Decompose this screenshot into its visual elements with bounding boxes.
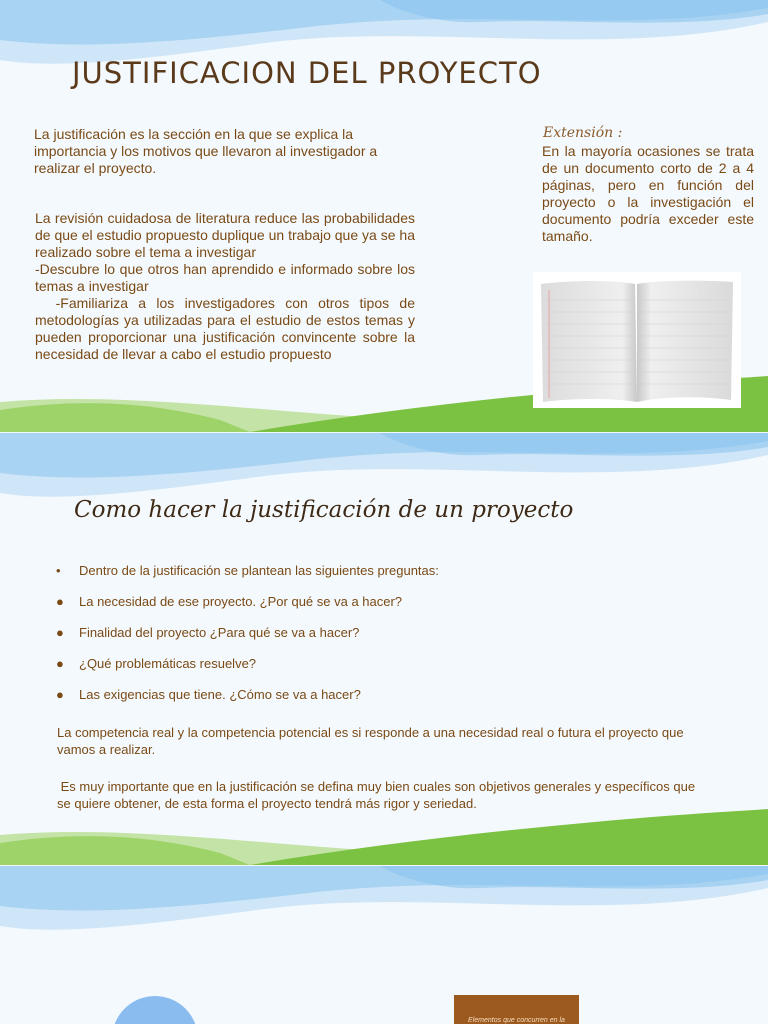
elementos-box-text: Elementos que concurren en la xyxy=(468,1017,565,1024)
bullet-icon: ● xyxy=(56,625,64,640)
slide-title: JUSTIFICACION DEL PROYECTO xyxy=(72,56,542,90)
notebook-icon xyxy=(533,272,741,408)
sky-wave-decoration xyxy=(0,866,768,1024)
list-item-text: Dentro de la justificación se plantean las siguientes preguntas: xyxy=(79,563,439,578)
intro-paragraph: La justificación es la sección en la que se explica la importancia y los motivos que llevaron al investigador a realizar el proyecto. xyxy=(34,126,378,176)
review-text-2: -Descubre lo que otros han aprendido e informado sobre los temas a investigar xyxy=(35,261,415,294)
elementos-box xyxy=(454,995,579,1024)
list-item xyxy=(56,624,439,655)
review-text-3: -Familiariza a los investigadores con otros tipos de metodologías ya utilizadas para el estudio de estos temas y pueden proporcionar una justificación convincente sobre la necesidad de llevar a cabo el estudio propuesto xyxy=(35,295,415,362)
open-notebook-image xyxy=(533,272,741,408)
list-item xyxy=(56,562,439,593)
questions-list xyxy=(56,562,439,717)
bullet-icon: • xyxy=(56,563,61,578)
list-item xyxy=(56,655,439,686)
slide-title: Como hacer la justificación de un proyecto xyxy=(74,497,574,523)
list-item-text: La necesidad de ese proyecto. ¿Por qué se va a hacer? xyxy=(79,594,403,609)
competencia-paragraph: La competencia real y la competencia potencial es si responde a una necesidad real o futura el proyecto que vamos a realizar. xyxy=(57,725,684,757)
review-paragraph xyxy=(35,210,415,363)
bullet-icon: ● xyxy=(56,687,64,702)
slide-como-hacer xyxy=(0,433,768,865)
bullet-icon: ● xyxy=(56,656,64,671)
slide-elementos xyxy=(0,866,768,1024)
extension-label: Extensión : xyxy=(543,125,623,141)
list-item-text: Las exigencias que tiene. ¿Cómo se va a hacer? xyxy=(79,687,361,702)
list-item xyxy=(56,593,439,624)
list-item-text: ¿Qué problemáticas resuelve? xyxy=(79,656,257,671)
review-text-1: La revisión cuidadosa de literatura reduce las probabilidades de que el estudio propuesto duplique un trabajo que ya se ha realizado sobre el tema a investigar xyxy=(35,210,415,260)
slide-justificacion xyxy=(0,0,768,432)
bullet-icon: ● xyxy=(56,594,64,609)
extension-text: En la mayoría ocasiones se trata de un documento corto de 2 a 4 páginas, pero en función del proyecto o la investigación el documento podría exceder este tamaño. xyxy=(542,143,754,244)
list-item-text: Finalidad del proyecto ¿Para qué se va a hacer? xyxy=(79,625,360,640)
importancia-paragraph: Es muy importante que en la justificación se defina muy bien cuales son objetivos generales y específicos que se quiere obtener, de esta forma el proyecto tendrá más rigor y seriedad. xyxy=(57,779,699,811)
list-item xyxy=(56,686,439,717)
